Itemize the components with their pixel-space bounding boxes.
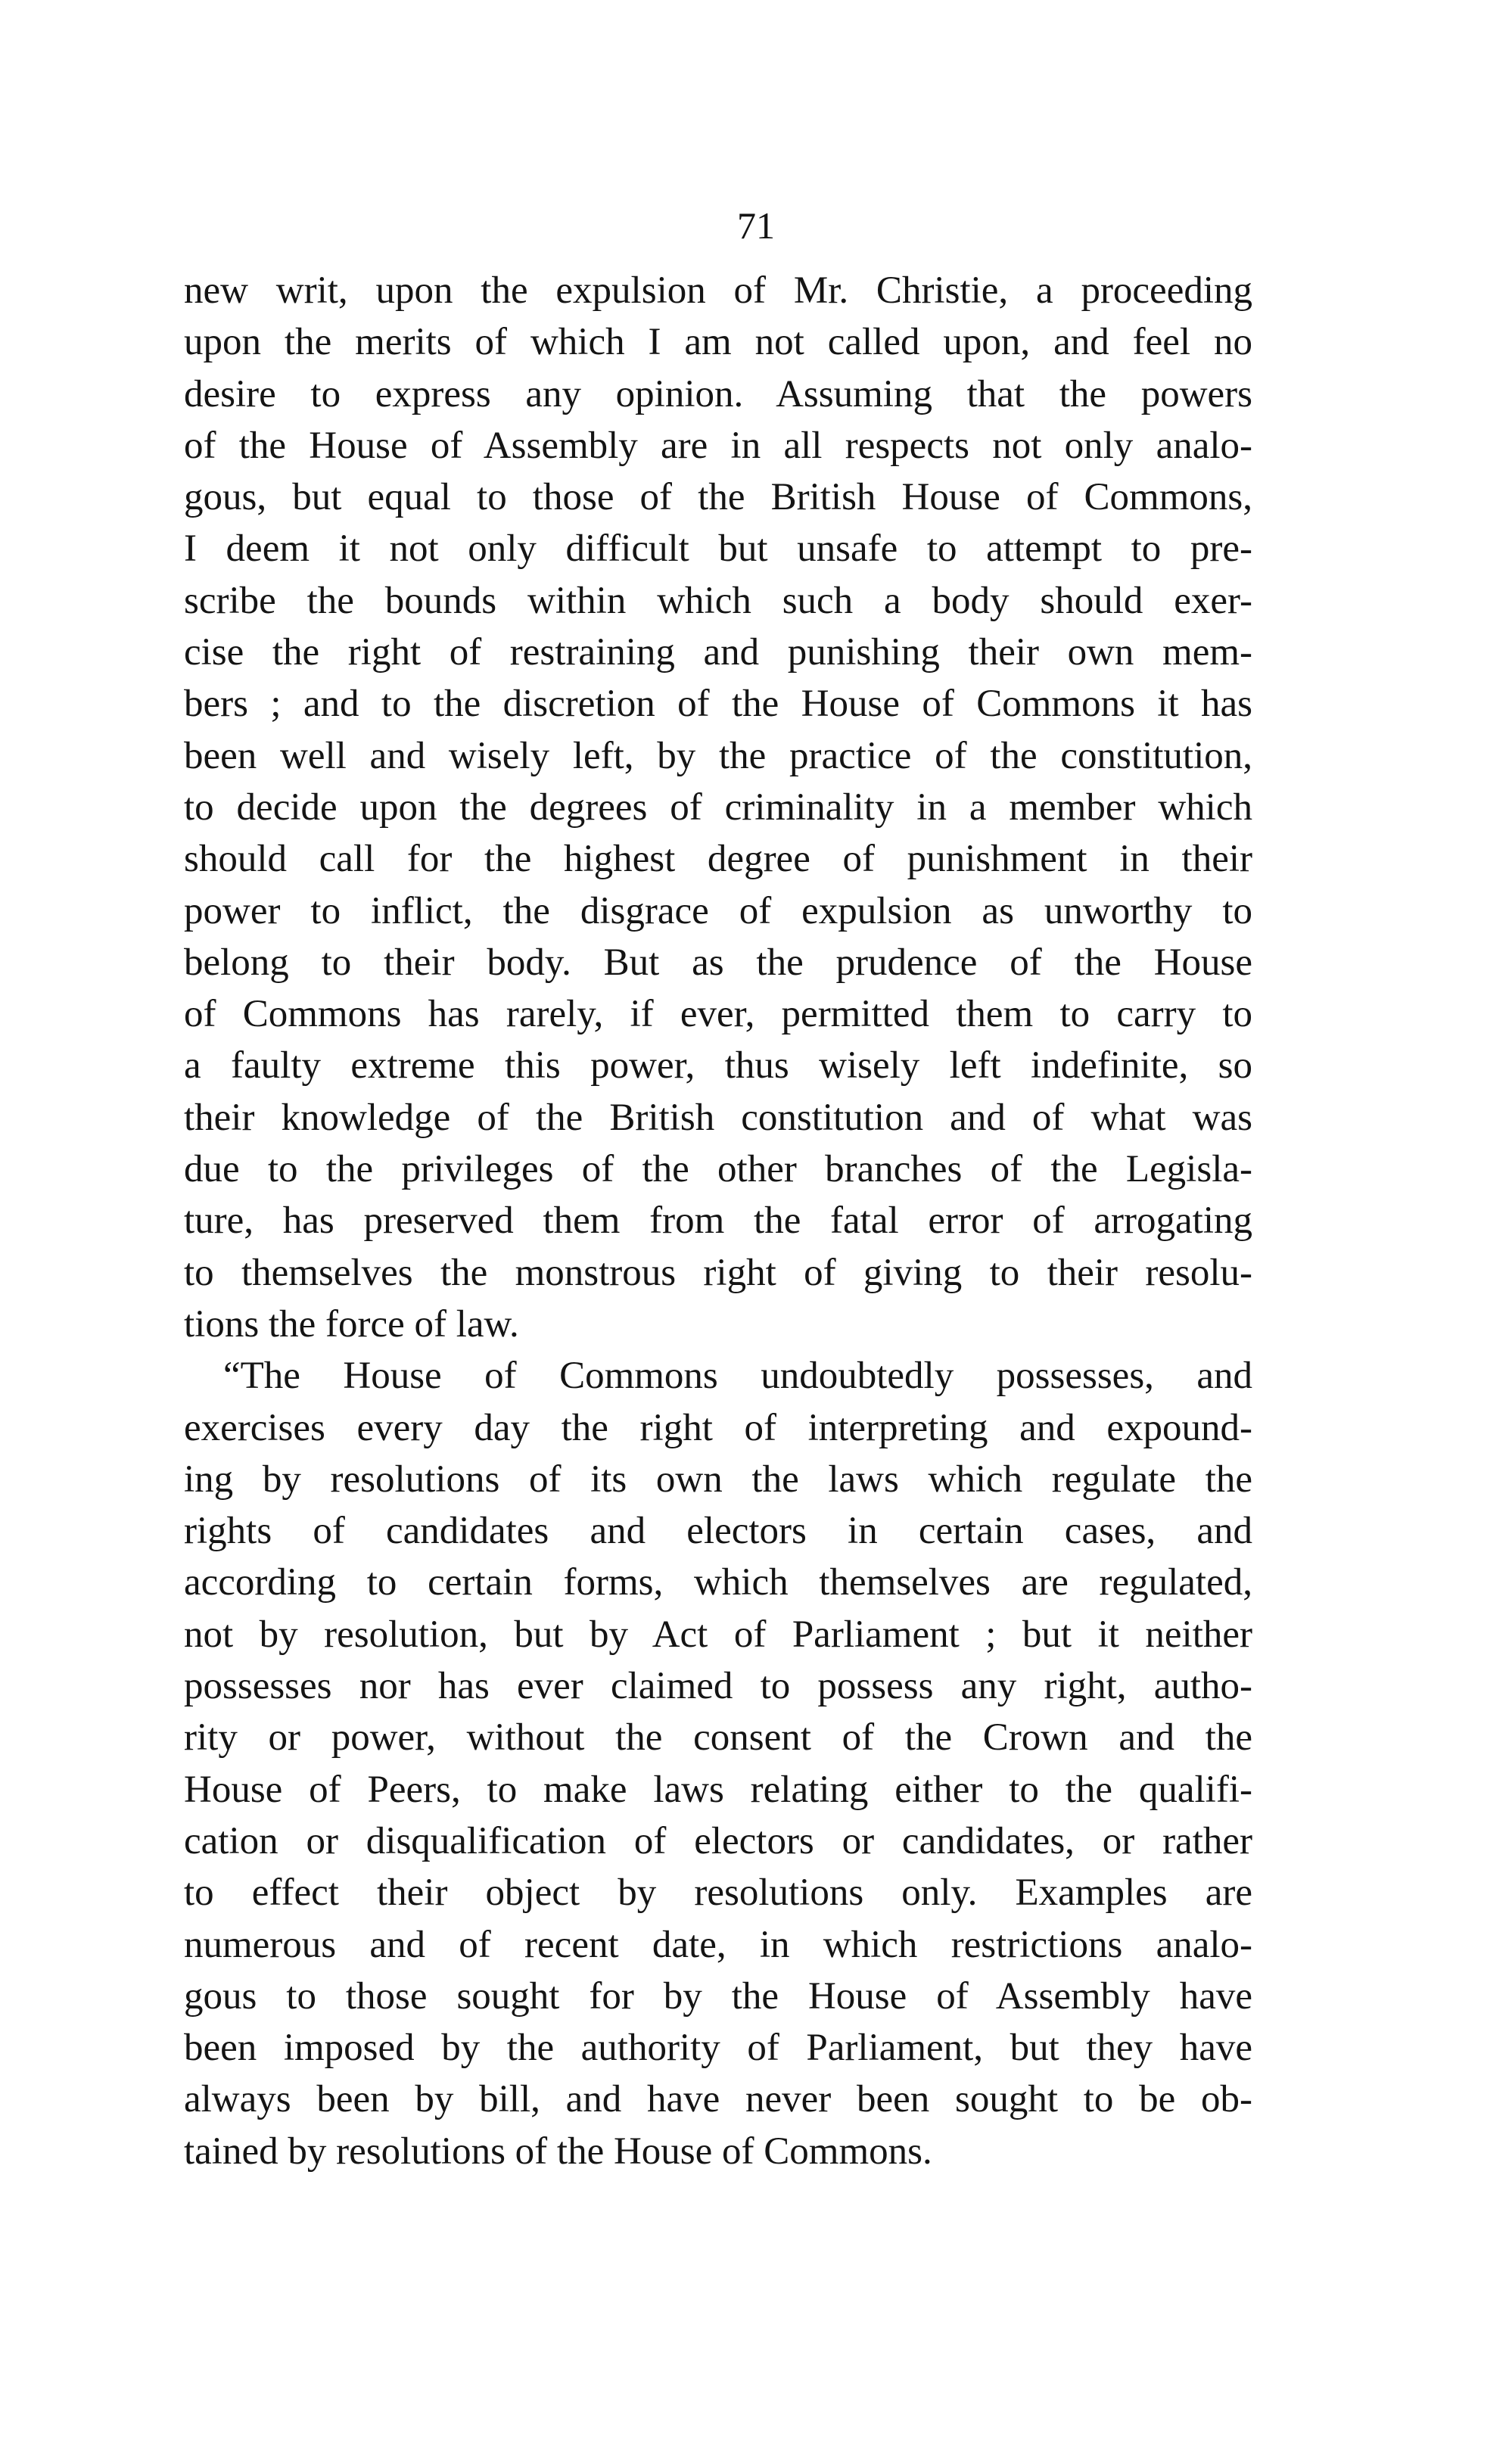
text-line: tions the force of law. xyxy=(184,1302,519,1346)
text-line: of the House of Assembly are in all respects not only analo- xyxy=(184,424,1252,467)
text-line: cation or disqualification of electors or candidates, or rather xyxy=(184,1819,1252,1862)
text-line: gous to those sought for by the House of Assembly have xyxy=(184,1974,1252,2018)
text-line: scribe the bounds within which such a body should exer- xyxy=(184,579,1252,622)
text-line: to decide upon the degrees of criminality in a member which xyxy=(184,786,1252,829)
text-line: cise the right of restraining and punishing their own mem- xyxy=(184,631,1252,674)
text-line: House of Peers, to make laws relating either to the qualifi- xyxy=(184,1768,1252,1811)
text-line: numerous and of recent date, in which restrictions analo- xyxy=(184,1923,1252,1966)
text-line: rights of candidates and electors in certain cases, and xyxy=(184,1510,1252,1553)
text-line: I deem it not only difficult but unsafe to attempt to pre- xyxy=(184,527,1252,571)
text-line: rity or power, without the consent of the Crown and the xyxy=(184,1716,1252,1759)
text-line: possesses nor has ever claimed to possess any right, autho- xyxy=(184,1665,1252,1708)
text-line: exercises every day the right of interpreting and expound- xyxy=(184,1406,1252,1449)
text-line: to effect their object by resolutions only. Examples are xyxy=(184,1871,1252,1915)
text-line: power to inflict, the disgrace of expulsion as unworthy to xyxy=(184,889,1252,932)
text-line: due to the privileges of the other branches of the Legisla- xyxy=(184,1148,1252,1191)
text-line: “The House of Commons undoubtedly possesses, and xyxy=(223,1355,1252,1398)
text-line: ture, has preserved them from the fatal error of arrogating xyxy=(184,1199,1252,1243)
text-line: should call for the highest degree of punishment in their xyxy=(184,838,1252,881)
page-number: 71 xyxy=(737,204,775,247)
text-line: a faulty extreme this power, thus wisely left indefinite, so xyxy=(184,1044,1252,1087)
text-line: been well and wisely left, by the practice of the constitution, xyxy=(184,734,1252,777)
text-line: according to certain forms, which themselves are regulated, xyxy=(184,1561,1252,1604)
text-line: to themselves the monstrous right of giving to their resolu- xyxy=(184,1251,1252,1294)
text-line: bers ; and to the discretion of the House of Commons it has xyxy=(184,683,1252,726)
text-line: not by resolution, but by Act of Parliament ; but it neither xyxy=(184,1613,1252,1656)
text-line: upon the merits of which I am not called upon, and feel no xyxy=(184,321,1252,364)
text-line: always been by bill, and have never been sought to be ob- xyxy=(184,2078,1252,2121)
text-line: belong to their body. But as the prudence of the House xyxy=(184,941,1252,984)
text-line: been imposed by the authority of Parliament, but they have xyxy=(184,2027,1252,2070)
text-line: their knowledge of the British constitution and of what was xyxy=(184,1096,1252,1139)
text-line: desire to express any opinion. Assuming that the powers xyxy=(184,372,1252,415)
text-line: ing by resolutions of its own the laws which regulate the xyxy=(184,1458,1252,1501)
body-text xyxy=(184,265,1252,2177)
text-line: gous, but equal to those of the British House of Commons, xyxy=(184,476,1252,519)
text-line: new writ, upon the expulsion of Mr. Christie, a proceeding xyxy=(184,269,1252,312)
text-line: tained by resolutions of the House of Commons. xyxy=(184,2130,932,2173)
text-line: of Commons has rarely, if ever, permitted them to carry to xyxy=(184,993,1252,1036)
